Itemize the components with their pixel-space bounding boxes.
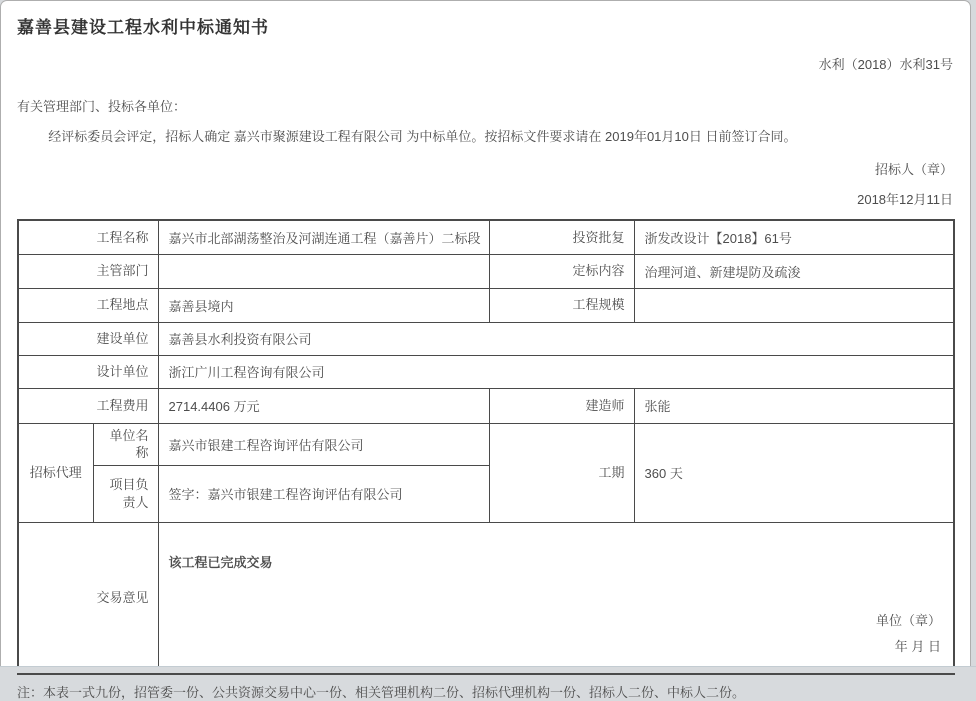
- salutation: 有关管理部门、投标各单位：: [17, 99, 187, 114]
- table-row: [18, 254, 954, 288]
- tenderer-seal-label: 招标人（章）: [874, 162, 953, 178]
- project-name-label: 工程名称: [18, 220, 158, 254]
- opinion-value-cell: [158, 522, 954, 674]
- table-row: [18, 220, 954, 254]
- table-row: [18, 423, 954, 465]
- cost-label: 工程费用: [18, 388, 158, 423]
- location-value: 嘉善县境内: [158, 288, 489, 322]
- table-row: [18, 288, 954, 322]
- project-name-value: 嘉兴市北部湖荡整治及河湖连通工程（嘉善片）二标段: [158, 220, 489, 254]
- table-row: [18, 388, 954, 423]
- cost-value: 2714.4406 万元: [158, 388, 489, 423]
- sign-date-placeholder: 年 月 日: [894, 638, 942, 654]
- design-unit-label: 设计单位: [18, 355, 158, 388]
- document-number: 水利（2018）水利31号: [818, 57, 953, 72]
- agency-manager-label: 项目负责人: [93, 465, 158, 522]
- scale-value: [634, 288, 954, 322]
- bid-content-label: 定标内容: [489, 254, 634, 288]
- supervising-dept-value: [158, 254, 489, 288]
- unit-seal-label: 单位（章）: [876, 612, 942, 628]
- agency-manager-value: 签字：嘉兴市银建工程咨询评估有限公司: [158, 465, 489, 522]
- issue-date: 2018年12月11日: [857, 192, 953, 208]
- builder-value: 张能: [634, 388, 954, 423]
- design-unit-value: 浙江广川工程咨询有限公司: [158, 355, 954, 388]
- opinion-box: [169, 526, 948, 670]
- duration-label: 工期: [489, 423, 634, 522]
- table-row: [18, 322, 954, 355]
- table-row: [18, 355, 954, 388]
- opinion-text: 该工程已完成交易: [168, 554, 273, 570]
- construction-unit-value: 嘉善县水利投资有限公司: [158, 322, 954, 355]
- footer-note: 注：本表一式九份，招管委一份、公共资源交易中心一份、相关管理机构二份、招标代理机构一份、招标人二份、中标人二份。: [17, 684, 746, 700]
- bid-content-value: 治理河道、新建堤防及疏浚: [634, 254, 954, 288]
- investment-approval-value: 浙发改设计【2018】61号: [634, 220, 954, 254]
- investment-approval-label: 投资批复: [489, 220, 634, 254]
- notice-body-paragraph: 经评标委员会评定，招标人确定 嘉兴市聚源建设工程有限公司 为中标单位。按招标文件要求请在 2019年01月10日 日前签订合同。: [48, 129, 797, 144]
- scale-label: 工程规模: [489, 288, 634, 322]
- notice-table: [17, 219, 955, 675]
- opinion-sign-block: [169, 608, 944, 660]
- location-label: 工程地点: [18, 288, 158, 322]
- construction-unit-label: 建设单位: [18, 322, 158, 355]
- agency-name-value: 嘉兴市银建工程咨询评估有限公司: [158, 423, 489, 465]
- builder-label: 建造师: [489, 388, 634, 423]
- opinion-label: 交易意见: [18, 522, 158, 674]
- agency-label: 招标代理: [18, 423, 93, 522]
- bottom-bar: [0, 666, 976, 673]
- agency-name-label: 单位名称: [93, 423, 158, 465]
- duration-value: 360 天: [634, 423, 954, 522]
- table-row: [18, 522, 954, 674]
- supervising-dept-label: 主管部门: [18, 254, 158, 288]
- page-title: 嘉善县建设工程水利中标通知书: [17, 18, 269, 37]
